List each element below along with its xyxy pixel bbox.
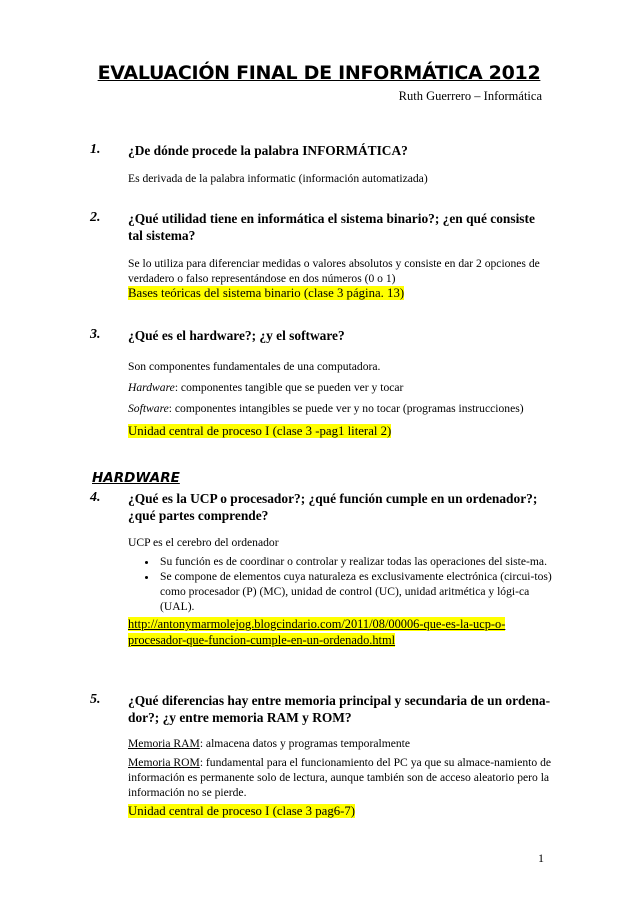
question-text: ¿Qué es el hardware?; ¿y el software? <box>128 328 345 343</box>
software-label: Software <box>128 402 169 415</box>
answer-block <box>128 171 552 186</box>
rom-text: : fundamental para el funcionamiento del PC ya que su almace-namiento de información es permanente solo de lectura, aunque también son de acceso aleatorio pero la información no se pierde. <box>128 756 552 799</box>
question-1 <box>92 142 552 192</box>
software-definition <box>128 398 552 419</box>
hardware-label: Hardware <box>128 381 175 394</box>
rom-definition <box>128 755 552 800</box>
question-number: 3. <box>90 327 101 342</box>
answer-block <box>128 356 552 442</box>
page-number: 1 <box>538 851 544 865</box>
hardware-text: : componentes tangible que se pueden ver y tocar <box>174 381 404 394</box>
author-line: Ruth Guerrero – Informática <box>398 89 542 103</box>
question-number: 2. <box>90 210 101 225</box>
ram-text: : almacena datos y programas temporalmente <box>199 737 411 750</box>
answer-text: UCP es el cerebro del ordenador <box>128 536 279 549</box>
answer-block <box>128 256 552 301</box>
list-item: • Se compone de elementos cuya naturaleza es exclusivamente electrónica (circui-tos) como procesador (P) (MC), unidad de control (UC), unidad aritmética y lógi-ca (UAL). <box>158 569 552 614</box>
question-4 <box>92 490 552 648</box>
answer-block <box>128 535 552 648</box>
answer-text: Se lo utiliza para diferenciar medidas o valores absolutos y consiste en dar 2 opciones de verdadero o falso representándose en dos números (0 o 1) <box>128 257 540 285</box>
question-number: 4. <box>90 490 101 505</box>
rom-label: Memoria ROM <box>128 756 200 769</box>
hardware-definition <box>128 377 552 398</box>
question-number: 5. <box>90 692 101 707</box>
question-text: ¿Qué utilidad tiene en informática el sistema binario?; ¿en qué consiste tal sistema? <box>128 211 535 243</box>
question-5 <box>92 692 552 819</box>
software-text: : componentes intangibles se puede ver y no tocar (programas instrucciones) <box>168 402 524 415</box>
ram-definition <box>128 736 552 751</box>
question-number: 1. <box>90 142 101 157</box>
answer-text: Son componentes fundamentales de una computadora. <box>128 360 381 373</box>
source-line <box>128 421 552 442</box>
document-title: EVALUACIÓN FINAL DE INFORMÁTICA 2012 <box>97 62 541 84</box>
answer-text: Es derivada de la palabra informatic (información automatizada) <box>128 172 428 185</box>
question-text: ¿Qué diferencias hay entre memoria principal y secundaria de un ordena-dor?; ¿y entre memoria RAM y ROM? <box>128 693 551 725</box>
source-reference: Unidad central de proceso I (clase 3 -pag1 literal 2) <box>128 424 392 438</box>
ram-label: Memoria RAM <box>128 737 200 750</box>
section-heading-hardware: HARDWARE <box>92 470 180 486</box>
list-item: • Su función es de coordinar o controlar y realizar todas las operaciones del siste-ma. <box>158 554 552 569</box>
source-reference: Bases teóricas del sistema binario (clase 3 página. 13) <box>128 286 405 300</box>
function-list <box>128 554 552 614</box>
reference-link[interactable]: http://antonymarmolejog.blogcindario.com/2011/08/00006-que-es-la-ucp-o-procesador-que-funcion-cumple-en-un-ordenado.html <box>128 617 506 647</box>
question-2 <box>92 210 552 301</box>
question-3 <box>92 327 552 442</box>
question-text: ¿De dónde procede la palabra INFORMÁTICA? <box>128 143 408 158</box>
reference-link-line <box>128 616 552 648</box>
source-reference: Unidad central de proceso I (clase 3 pag6-7) <box>128 804 356 818</box>
answer-block <box>128 736 552 819</box>
question-text: ¿Qué es la UCP o procesador?; ¿qué función cumple en un ordenador?; ¿qué partes comprende? <box>128 491 538 523</box>
